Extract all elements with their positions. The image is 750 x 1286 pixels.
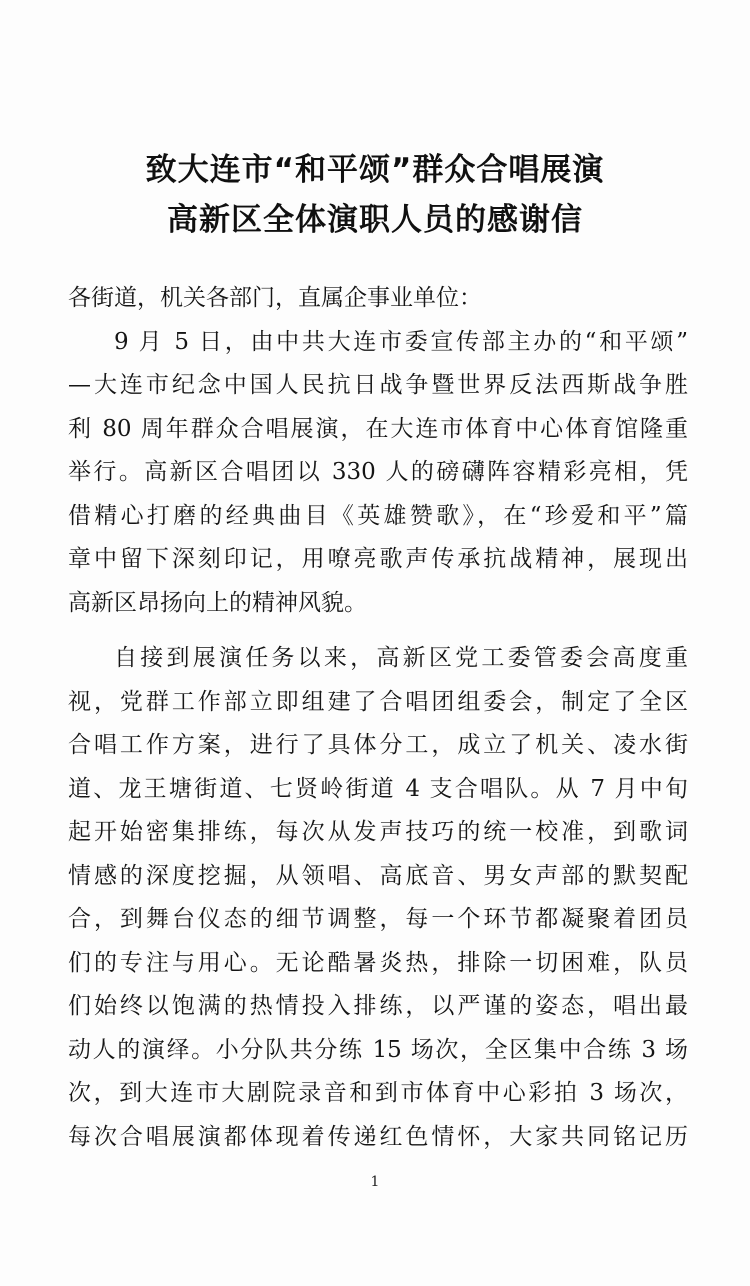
paragraph-1 <box>68 321 688 626</box>
title-line-1: 致大连市“和平颂”群众合唱展演 <box>145 152 605 188</box>
paragraph-line: 章中留下深刻印记，用嘹亮歌声传承抗战精神，展现出 <box>68 546 688 572</box>
paragraph-line: 们始终以饱满的热情投入排练，以严谨的姿态，唱出最 <box>68 993 688 1019</box>
page-number: 1 <box>370 1174 380 1190</box>
paragraph-line: 9 月 5 日，由中共大连市委宣传部主办的“和平颂” <box>114 328 688 355</box>
title-line-2: 高新区全体演职人员的感谢信 <box>167 202 583 238</box>
paragraph-line: 利 80 周年群众合唱展演，在大连市体育中心体育馆隆重 <box>68 415 688 442</box>
letter-body <box>68 277 688 1159</box>
letter-title <box>0 145 750 245</box>
paragraph-line: 自接到展演任务以来，高新区党工委管委会高度重 <box>114 645 688 671</box>
paragraph-line: —大连市纪念中国人民抗日战争暨世界反法西斯战争胜 <box>68 372 688 398</box>
paragraph-2 <box>68 637 688 1159</box>
paragraph-line: 情感的深度挖掘，从领唱、高底音、男女声部的默契配 <box>68 862 688 889</box>
paragraph-line: 次，到大连市大剧院录音和到市体育中心彩拍 3 场次， <box>68 1080 688 1106</box>
paragraph-line: 借精心打磨的经典曲目《英雄赞歌》，在“珍爱和平”篇 <box>68 502 688 529</box>
paragraph-line: 合，到舞台仪态的细节调整，每一个环节都凝聚着团员 <box>68 906 688 932</box>
paragraph-line: 视，党群工作部立即组建了合唱团组委会，制定了全区 <box>68 688 688 715</box>
paragraph-line: 高新区昂扬向上的精神风貌。 <box>68 589 367 616</box>
salutation: 各街道，机关各部门，直属企事业单位： <box>68 285 482 311</box>
paragraph-line: 每次合唱展演都体现着传递红色情怀，大家共同铭记历 <box>68 1123 688 1150</box>
paragraph-gap <box>68 625 688 637</box>
paragraph-line: 动人的演绎。小分队共分练 15 场次，全区集中合练 3 场 <box>68 1036 688 1063</box>
paragraph-line: 合唱工作方案，进行了具体分工，成立了机关、凌水街 <box>68 732 688 758</box>
paragraph-line: 举行。高新区合唱团以 330 人的磅礴阵容精彩亮相，凭 <box>68 459 688 485</box>
paragraph-line: 道、龙王塘街道、七贤岭街道 4 支合唱队。从 7 月中旬 <box>68 775 688 802</box>
paragraph-line: 起开始密集排练，每次从发声技巧的统一校准，到歌词 <box>68 819 688 845</box>
paragraph-line: 们的专注与用心。无论酷暑炎热，排除一切困难，队员 <box>68 949 688 976</box>
